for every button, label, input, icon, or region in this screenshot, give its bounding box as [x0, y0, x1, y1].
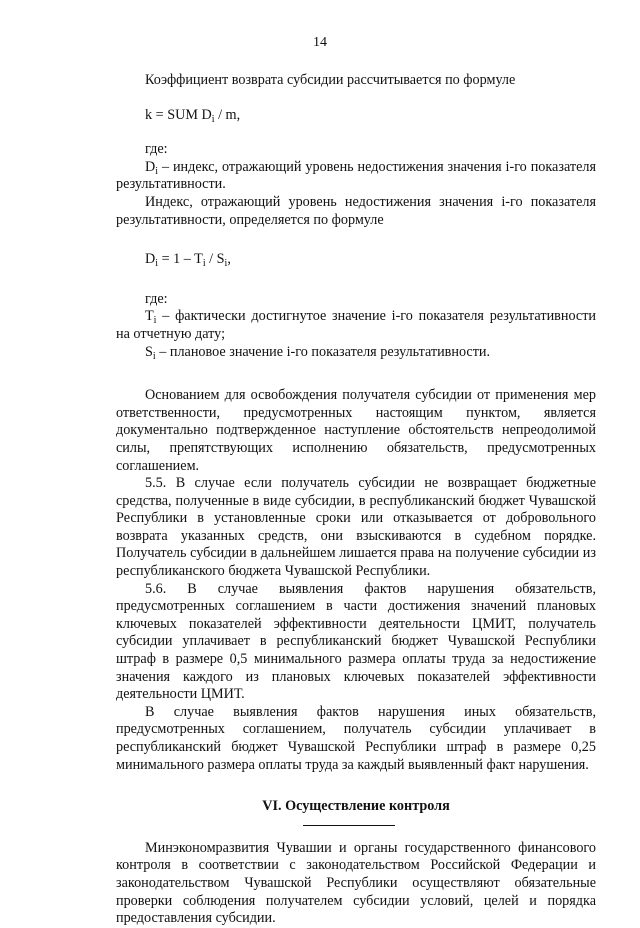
- di-symbol: D: [145, 158, 156, 175]
- di-subscript: i: [155, 165, 159, 177]
- page-number: 14: [313, 35, 327, 50]
- formula-d-sub-c: i: [224, 258, 228, 270]
- document-body: [116, 72, 596, 928]
- formula-d-part-b: = 1 – T: [158, 251, 203, 268]
- closing-rule: [303, 825, 395, 826]
- formula-d-part-c: / S: [205, 251, 225, 268]
- formula-d: [116, 251, 596, 269]
- where-label-2: где:: [145, 290, 168, 307]
- ti-definition-text: – фактически достигнутое значение i-го показателя результативности на отчетную дату;: [116, 308, 596, 342]
- section-heading: VI. Осуществление контроля: [262, 798, 450, 815]
- formula-d-part-d: ,: [227, 251, 231, 268]
- di-definition-text: – индекс, отражающий уровень недостижения значения i-го показателя результативности.: [116, 158, 596, 193]
- si-subscript: i: [152, 350, 156, 362]
- ti-symbol: T: [145, 308, 154, 325]
- where-label-1: где:: [145, 141, 168, 158]
- formula-k: [116, 107, 596, 125]
- ti-subscript: i: [153, 315, 157, 327]
- formula-d-sub-b: i: [202, 258, 206, 270]
- formula-k-tail: / m,: [214, 106, 241, 123]
- formula-k-text: k = SUM D: [145, 106, 212, 123]
- formula-d-part-a: D: [145, 251, 156, 268]
- intro-paragraph: Коэффициент возврата субсидии рассчитывается по формуле: [145, 72, 516, 88]
- other-violations-paragraph: В случае выявления фактов нарушения иных обязательств, предусмотренных соглашением, получатель субсидии уплачивает в республиканский бюджет Чувашской Республики штраф в размере 0,25 минимального размера оплаты труда за каждый выявленный факт нарушения.: [116, 703, 596, 773]
- paragraph-5-5: 5.5. В случае если получатель субсидии не возвращает бюджетные средства, полученные в виде субсидии, в республиканский бюджет Чувашской Республики в установленные сроки или отказывается от добровольного возврата указанных средств, они взыскиваются в судебном порядке. Получатель субсидии в дальнейшем лишается права на получение субсидии из республиканского бюджета Чувашской Республики.: [116, 475, 596, 580]
- formula-d-sub-a: i: [155, 258, 159, 270]
- di-index-paragraph: Индекс, отражающий уровень недостижения значения i-го показателя результативности, определяется по формуле: [116, 193, 596, 228]
- basis-paragraph: Основанием для освобождения получателя субсидии от применения мер ответственности, предусмотренных настоящим пунктом, является документально подтвержденное наступление обстоятельств непреодолимой силы, препятствующих исполнению обязательств, предусмотренных соглашением.: [116, 387, 596, 474]
- formula-k-subscript: i: [211, 113, 215, 125]
- si-definition: [116, 344, 596, 362]
- control-paragraph: Минэкономразвития Чувашии и органы государственного финансового контроля в соответствии с законодательством Российской Федерации и законодательством Чувашской Республики осуществляют обязательные проверки соблюдения получателем субсидии условий, целей и порядка предоставления субсидии.: [116, 839, 596, 927]
- paragraph-5-6: 5.6. В случае выявления фактов нарушения обязательств, предусмотренных соглашением в части достижения значений плановых ключевых показателей эффективности деятельности ЦМИТ, получатель субсидии уплачивает в республиканский бюджет Чувашской Республики штраф в размере 0,5 минимального размера оплаты труда за недостижение значения каждого из плановых ключевых показателей эффективности деятельности ЦМИТ.: [116, 580, 596, 703]
- ti-definition: [116, 308, 596, 343]
- di-definition: [116, 159, 596, 194]
- si-definition-text: – плановое значение i-го показателя результативности.: [155, 343, 491, 360]
- si-symbol: S: [145, 343, 153, 360]
